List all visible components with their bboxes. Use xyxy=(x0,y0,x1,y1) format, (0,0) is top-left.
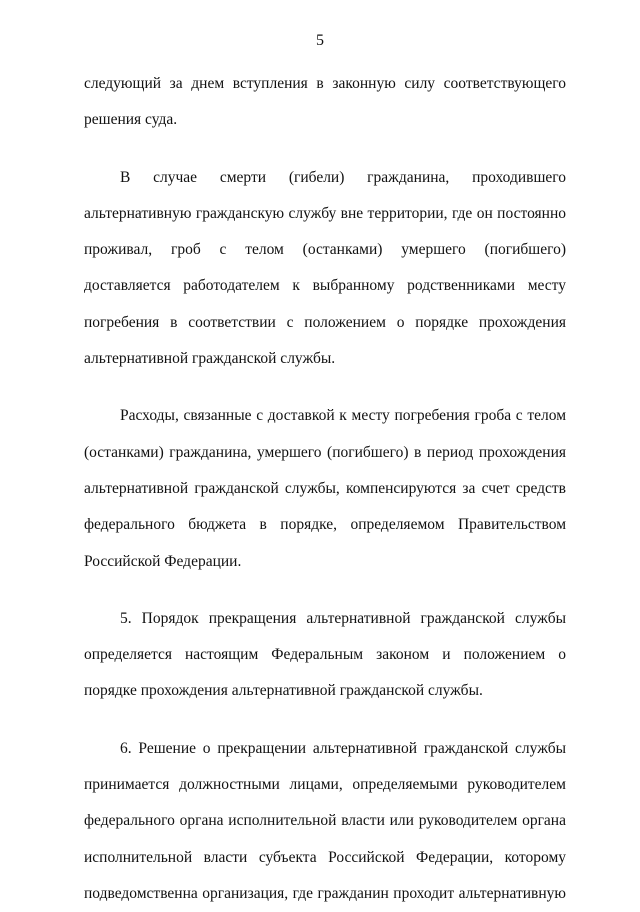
paragraph-continuation: следующий за днем вступления в законную силу соответствующего решения суда. xyxy=(84,75,566,129)
paragraph-death-transport: В случае смерти (гибели) гражданина, проходившего альтернативную гражданскую службу вне территории, где он постоянно проживал, гроб с телом (останками) умершего (погибшего) доставляется работодателем к выбранному родственниками месту погребения в соответствии с положением о порядке прохождения альтернативной гражданской службы. xyxy=(84,168,566,368)
document-body xyxy=(84,66,566,912)
paragraph-expenses: Расходы, связанные с доставкой к месту погребения гроба с телом (останками) гражданина, умершего (погибшего) в период прохождения альтернативной гражданской службы, компенсируются за счет средств федерального бюджета в порядке, определяемом Правительством Российской Федерации. xyxy=(84,407,566,570)
paragraph-item-5: 5. Порядок прекращения альтернативной гражданской службы определяется настоящим Федеральным законом и положением о порядке прохождения альтернативной гражданской службы. xyxy=(84,609,566,700)
paragraph-item-6: 6. Решение о прекращении альтернативной гражданской службы принимается должностными лицами, определяемыми руководителем федерального органа исполнительной власти или руководителем органа исполнительной власти субъекта Российской Федерации, которому подведомственна организация, где гражданин проходит альтернативную xyxy=(84,739,566,902)
page-number: 5 xyxy=(316,32,324,49)
